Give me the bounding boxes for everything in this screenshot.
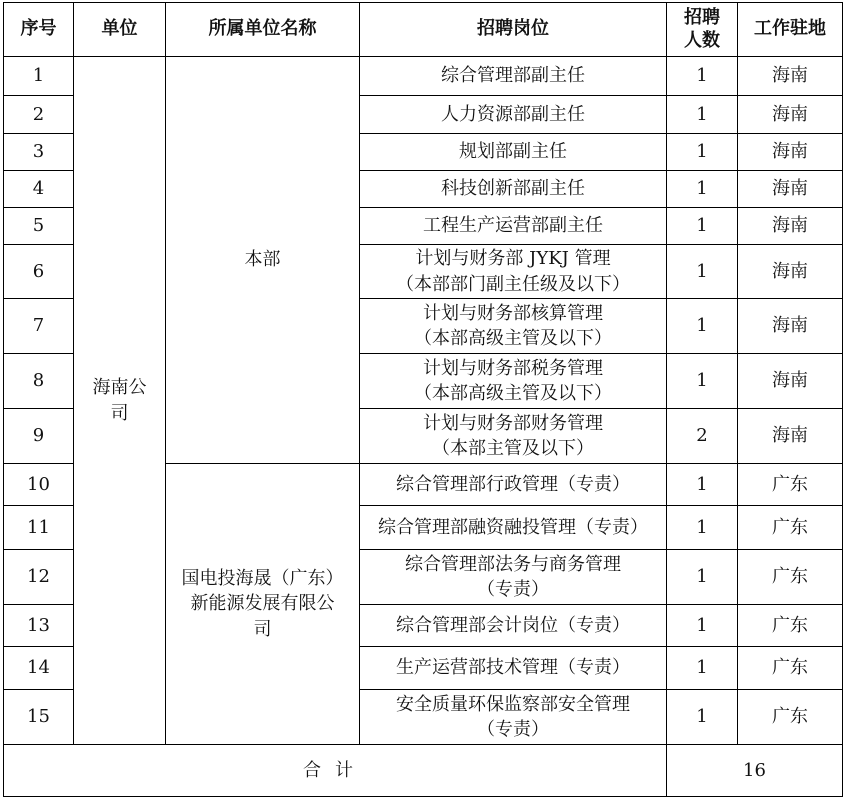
position-line1: 工程生产运营部副主任 <box>423 215 603 237</box>
position-line1: 安全质量环保监察部安全管理 <box>396 693 630 715</box>
count-cell: 1 <box>667 57 738 96</box>
header-location: 工作驻地 <box>738 3 843 57</box>
position-cell <box>360 690 667 745</box>
subunit-name-line3: 司 <box>253 618 272 640</box>
position-cell <box>360 134 667 171</box>
unit-cell <box>74 57 166 745</box>
seq-cell: 13 <box>4 605 74 647</box>
header-seq: 序号 <box>4 3 74 57</box>
location-cell: 海南 <box>738 171 843 208</box>
seq-cell: 9 <box>4 409 74 464</box>
seq-cell: 7 <box>4 299 74 354</box>
location-cell: 海南 <box>738 134 843 171</box>
count-cell: 1 <box>667 208 738 245</box>
count-cell: 1 <box>667 690 738 745</box>
position-cell <box>360 208 667 245</box>
position-line1: 综合管理部法务与商务管理 <box>405 553 621 575</box>
position-line1: 生产运营部技术管理（专责） <box>396 657 630 679</box>
position-line1: 人力资源部副主任 <box>441 103 585 125</box>
location-cell: 海南 <box>738 299 843 354</box>
seq-cell: 11 <box>4 506 74 550</box>
position-line2: （本部部门副主任级及以下） <box>396 273 630 295</box>
count-cell: 1 <box>667 647 738 690</box>
total-row <box>4 745 843 797</box>
position-cell <box>360 550 667 605</box>
count-cell: 2 <box>667 409 738 464</box>
seq-cell: 8 <box>4 354 74 409</box>
position-line2: （本部高级主管及以下） <box>414 328 612 349</box>
unit-name-line2: 司 <box>110 402 129 424</box>
count-cell: 1 <box>667 299 738 354</box>
subunit-name-line1: 国电投海晟（广东） <box>181 568 344 590</box>
header-count <box>667 3 738 57</box>
position-cell <box>360 96 667 134</box>
count-cell: 1 <box>667 464 738 506</box>
header-position: 招聘岗位 <box>360 3 667 57</box>
position-cell <box>360 464 667 506</box>
count-cell: 1 <box>667 134 738 171</box>
position-line2: （本部主管及以下） <box>432 438 594 459</box>
seq-cell: 6 <box>4 245 74 299</box>
location-cell: 海南 <box>738 208 843 245</box>
position-cell <box>360 506 667 550</box>
seq-cell: 14 <box>4 647 74 690</box>
header-row <box>4 3 843 57</box>
seq-cell: 5 <box>4 208 74 245</box>
seq-cell: 4 <box>4 171 74 208</box>
unit-name-line1: 海南公 <box>92 377 147 399</box>
position-cell <box>360 171 667 208</box>
position-line1: 综合管理部行政管理（专责） <box>396 473 630 495</box>
position-line1: 计划与财务部税务管理 <box>423 357 603 379</box>
count-cell: 1 <box>667 506 738 550</box>
subunit-cell-headquarters <box>166 57 360 464</box>
position-line1: 计划与财务部财务管理 <box>423 412 603 434</box>
total-label: 合计 <box>4 745 667 797</box>
position-line1: 科技创新部副主任 <box>441 178 585 200</box>
total-value: 16 <box>667 745 843 797</box>
position-cell <box>360 354 667 409</box>
header-count-line2: 人数 <box>684 29 720 51</box>
count-cell: 1 <box>667 171 738 208</box>
count-cell: 1 <box>667 605 738 647</box>
position-line2: （本部高级主管及以下） <box>414 383 612 404</box>
location-cell: 海南 <box>738 57 843 96</box>
position-cell <box>360 647 667 690</box>
seq-cell: 15 <box>4 690 74 745</box>
location-cell: 海南 <box>738 409 843 464</box>
header-count-line1: 招聘 <box>684 7 720 28</box>
seq-cell: 3 <box>4 134 74 171</box>
position-line1: 规划部副主任 <box>459 141 567 163</box>
position-line2: （专责） <box>477 579 549 600</box>
location-cell: 海南 <box>738 96 843 134</box>
location-cell: 海南 <box>738 245 843 299</box>
position-line2: （专责） <box>477 719 549 740</box>
subunit-name-line1: 本部 <box>244 249 281 271</box>
seq-cell: 1 <box>4 57 74 96</box>
location-cell: 广东 <box>738 464 843 506</box>
count-cell: 1 <box>667 550 738 605</box>
count-cell: 1 <box>667 96 738 134</box>
recruitment-table <box>3 2 843 797</box>
position-cell <box>360 245 667 299</box>
location-cell: 广东 <box>738 550 843 605</box>
seq-cell: 12 <box>4 550 74 605</box>
location-cell: 广东 <box>738 506 843 550</box>
seq-cell: 2 <box>4 96 74 134</box>
position-cell <box>360 57 667 96</box>
position-line1: 综合管理部会计岗位（专责） <box>396 614 630 636</box>
position-cell <box>360 299 667 354</box>
subunit-cell-guangdong <box>166 464 360 745</box>
header-subunit: 所属单位名称 <box>166 3 360 57</box>
table-row <box>4 57 843 96</box>
position-cell <box>360 605 667 647</box>
position-line1: 综合管理部副主任 <box>441 65 585 87</box>
count-cell: 1 <box>667 354 738 409</box>
location-cell: 广东 <box>738 647 843 690</box>
position-line1: 计划与财务部核算管理 <box>423 302 603 324</box>
count-cell: 1 <box>667 245 738 299</box>
subunit-name-line2: 新能源发展有限公 <box>190 593 335 615</box>
position-line1: 综合管理部融资融投管理（专责） <box>378 516 648 538</box>
seq-cell: 10 <box>4 464 74 506</box>
location-cell: 海南 <box>738 354 843 409</box>
location-cell: 广东 <box>738 605 843 647</box>
location-cell: 广东 <box>738 690 843 745</box>
position-cell <box>360 409 667 464</box>
header-unit: 单位 <box>74 3 166 57</box>
position-line1: 计划与财务部 JYKJ 管理 <box>415 248 611 270</box>
